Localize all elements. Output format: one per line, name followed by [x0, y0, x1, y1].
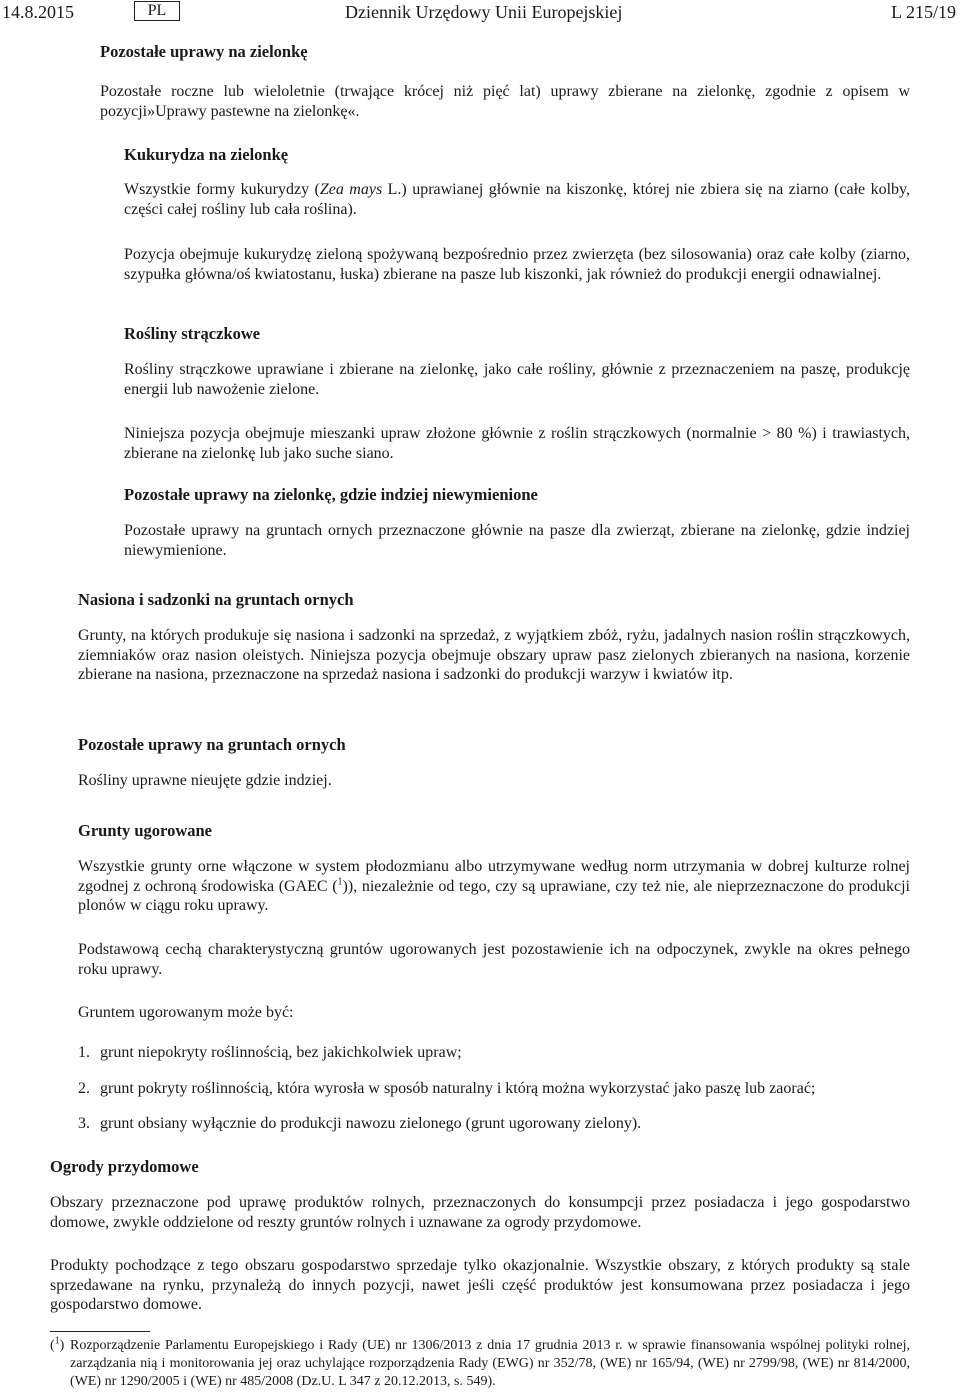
journal-title: Dziennik Urzędowy Unii Europejskiej	[345, 2, 623, 22]
footnote-text: Rozporządzenie Parlamentu Europejskiego i Rady (UE) nr 1306/2013 z dnia 17 grudnia 2013 r. w sprawie finansowania wspólnej polityki rolnej, zarządzania nią i monitorowania jej oraz uchylające rozporządzenia Rady (EWG) nr 352/78, (WE) nr 165/94, (WE) nr 2799/98, (WE) nr 814/2000, (WE) nr 1290/2005 i (WE) nr 485/2008 (Dz.U. L 347 z 20.12.2013, s. 549).	[70, 1338, 910, 1389]
latin-name: Zea mays	[319, 181, 383, 198]
text-run: )	[59, 1338, 65, 1353]
section-heading-green-maize: Kukurydza na zielonkę	[124, 145, 289, 164]
list-item	[78, 1115, 641, 1133]
footnote	[50, 1337, 910, 1391]
paragraph: Grunty, na których produkuje się nasiona i sadzonki na sprzedaż, z wyjątkiem zbóż, ryżu, jadalnych nasion roślin strączkowych, ziemniaków oraz nasion oleistych. Niniejsza pozycja obejmuje obszary upraw pasz zielonych zbieranych na nasiona, korzenie zbierane na nasiona, przeznaczone na sprzedaż nasiona i sadzonki do produkcji warzyw i kwiatów itp.	[78, 627, 910, 683]
paragraph: Pozycja obejmuje kukurydzę zieloną spożywaną bezpośrednio przez zwierzęta (bez silosowania) oraz całe kolby (ziarno, szypułka główna/oś kwiatostanu, łuska) zbierane na pasze lub kiszonki, jak również do produkcji energii odnawialnej.	[124, 246, 910, 283]
paragraph: Rośliny uprawne nieujęte gdzie indziej.	[78, 772, 332, 789]
list-text: grunt niepokryty roślinnością, bez jakichkolwiek upraw;	[100, 1044, 462, 1061]
language-badge: PL	[134, 1, 180, 21]
footnote-marker	[50, 1337, 64, 1355]
list-item	[78, 1080, 815, 1098]
text-run: L.) uprawianej głównie na kiszonkę, której nie zbiera się na ziarno (całe kolby, części całej rośliny lub cała roślina).	[124, 181, 911, 218]
footnote-number: 1	[54, 1335, 60, 1347]
section-heading-kitchen-gardens: Ogrody przydomowe	[50, 1157, 199, 1176]
page-header	[0, 0, 960, 28]
section-heading-seeds: Nasiona i sadzonki na gruntach ornych	[78, 590, 354, 609]
paragraph: Pozostałe uprawy na gruntach ornych przeznaczone głównie na pasze dla zwierząt, zbierane na zielonkę, gdzie indziej niewymienione.	[124, 522, 910, 559]
paragraph: Podstawową cechą charakterystyczną gruntów ugorowanych jest pozostawienie ich na odpoczynek, zwykle na okres pełnego roku uprawy.	[78, 941, 910, 978]
paragraph: Obszary przeznaczone pod uprawę produktów rolnych, przeznaczonych do konsumpcji przez posiadacza i jego gospodarstwo domowe, zwykle oddzielone od reszty gruntów rolnych i uznawane za ogrody przydomowe.	[50, 1194, 910, 1231]
section-heading-other-green-crops: Pozostałe uprawy na zielonkę	[100, 42, 308, 61]
section-heading-fallow: Grunty ugorowane	[78, 821, 212, 840]
paragraph: Niniejsza pozycja obejmuje mieszanki upraw złożone głównie z roślin strączkowych (normalnie > 80 %) i trawiastych, zbierane na zielonkę lub jako suche siano.	[124, 425, 910, 462]
paragraph: Rośliny strączkowe uprawiane i zbierane na zielonkę, jako całe rośliny, głównie z przeznaczeniem na paszę, produkcję energii lub nawożenie zielone.	[124, 361, 910, 398]
footnote-divider	[50, 1331, 150, 1332]
paragraph: Pozostałe roczne lub wieloletnie (trwające krócej niż pięć lat) uprawy zbierane na zielonkę, zgodnie z opisem w pozycji»Uprawy pastewne na zielonkę«.	[100, 83, 910, 120]
footnote-reference: 1	[337, 876, 343, 888]
paragraph: Produkty pochodzące z tego obszaru gospodarstwo sprzedaje tylko okazjonalnie. Wszystkie obszary, z których produkty są stale sprzedawane na rynku, przynależą do innych pozycji, nawet jeśli część produktów jest konsumowana przez posiadacza i jego gospodarstwo domowe.	[50, 1257, 910, 1313]
paragraph	[78, 857, 910, 916]
paragraph	[124, 180, 910, 219]
section-heading-other-arable: Pozostałe uprawy na gruntach ornych	[78, 735, 346, 754]
paragraph: Gruntem ugorowanym może być:	[78, 1004, 294, 1021]
text-run: )), niezależnie od tego, czy są uprawiane, czy też nie, ale nieprzeznaczone do produkcji plonów w ciągu roku uprawy.	[78, 877, 911, 914]
page-reference: L 215/19	[891, 2, 956, 22]
list-number: 2.	[78, 1080, 90, 1097]
section-heading-other-green-nec: Pozostałe uprawy na zielonkę, gdzie indziej niewymienione	[124, 485, 538, 504]
text-run: Wszystkie grunty orne włączone w system płodozmianu albo utrzymywane według norm utrzymania w dobrej kulturze rolnej zgodnej z ochroną środowiska (GAEC (	[78, 858, 910, 895]
section-heading-legumes: Rośliny strączkowe	[124, 324, 261, 343]
list-number: 1.	[78, 1044, 90, 1061]
text-run: Wszystkie formy kukurydzy (	[124, 181, 320, 198]
list-item	[78, 1044, 462, 1062]
publication-date: 14.8.2015	[2, 2, 74, 22]
text-run: (	[50, 1338, 55, 1353]
list-text: grunt pokryty roślinnością, która wyrosła w sposób naturalny i którą można wykorzystać jako paszę lub zaorać;	[100, 1080, 816, 1097]
list-number: 3.	[78, 1115, 90, 1132]
list-text: grunt obsiany wyłącznie do produkcji nawozu zielonego (grunt ugorowany zielony).	[100, 1115, 642, 1132]
